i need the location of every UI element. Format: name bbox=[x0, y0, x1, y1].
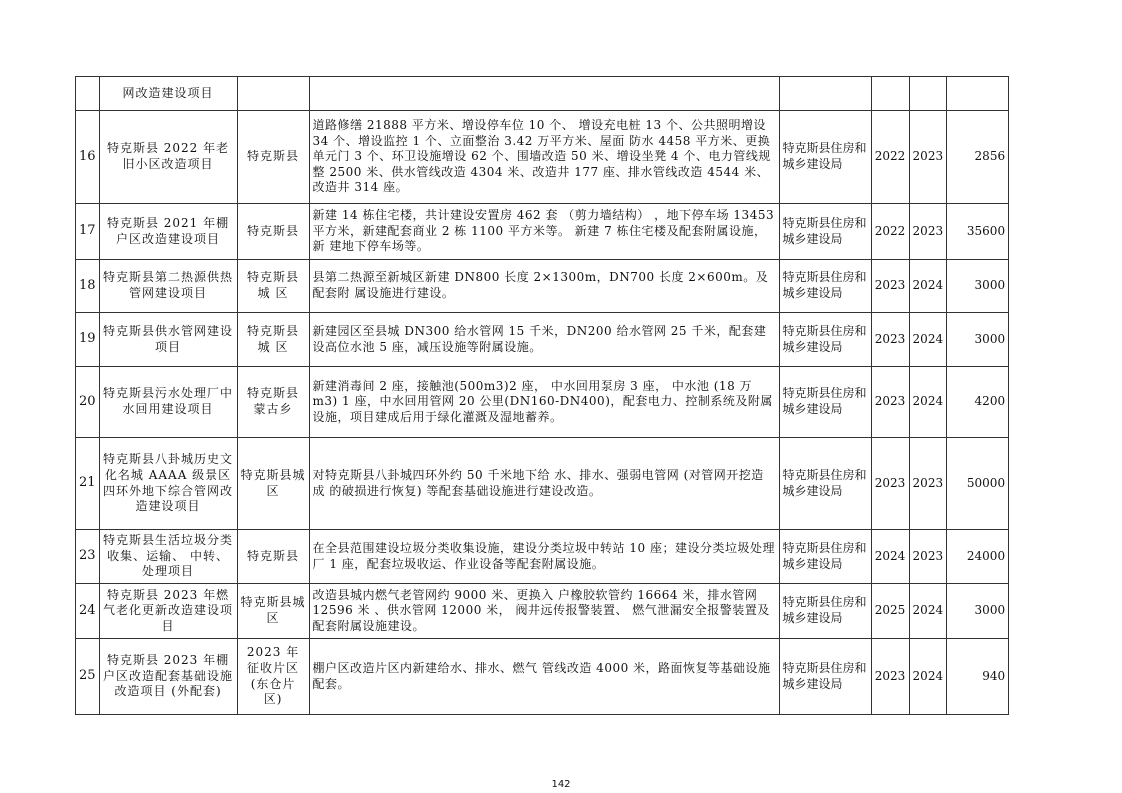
row-number: 20 bbox=[76, 367, 100, 438]
end-year: 2024 bbox=[909, 260, 947, 313]
investment-amount: 24000 bbox=[947, 530, 1009, 584]
project-location: 2023 年征收片区(东仓片 区) bbox=[237, 639, 309, 715]
end-year: 2023 bbox=[909, 438, 947, 530]
start-year bbox=[871, 77, 909, 111]
project-name: 特克斯县 2021 年棚户区改造建设项目 bbox=[99, 204, 237, 260]
project-content: 新建 14 栋住宅楼，共计建设安置房 462 套 （剪力墙结构） ，地下停车场 13453 平方米，新建配套商业 2 栋 1100 平方米等。 新建 7 栋住宅楼及配套附属设施，新 建地下停车场等。 bbox=[309, 204, 779, 260]
table-row bbox=[76, 438, 1009, 530]
end-year: 2023 bbox=[909, 204, 947, 260]
project-name: 网改造建设项目 bbox=[99, 77, 237, 111]
project-content: 新建园区至县城 DN300 给水管网 15 千米，DN200 给水管网 25 千米，配套建设高位水池 5 座，减压设施等附属设施。 bbox=[309, 313, 779, 367]
project-content: 县第二热源至新城区新建 DN800 长度 2×1300m，DN700 长度 2×600m。及配套附 属设施进行建设。 bbox=[309, 260, 779, 313]
investment-amount: 4200 bbox=[947, 367, 1009, 438]
responsible-unit: 特克斯县住房和城乡建设局 bbox=[779, 530, 871, 584]
row-number: 16 bbox=[76, 111, 100, 204]
row-number bbox=[76, 77, 100, 111]
project-location: 特克斯县 bbox=[237, 530, 309, 584]
table-row bbox=[76, 584, 1009, 639]
table-row bbox=[76, 204, 1009, 260]
row-number: 24 bbox=[76, 584, 100, 639]
start-year: 2025 bbox=[871, 584, 909, 639]
row-number: 21 bbox=[76, 438, 100, 530]
project-location: 特克斯县城区 bbox=[237, 584, 309, 639]
project-name: 特克斯县八卦城历史文化名城 AAAA 级景区四环外地下综合管网改造建设项目 bbox=[99, 438, 237, 530]
table-row bbox=[76, 367, 1009, 438]
project-location: 特克斯县 bbox=[237, 111, 309, 204]
start-year: 2023 bbox=[871, 367, 909, 438]
row-number: 17 bbox=[76, 204, 100, 260]
row-number: 25 bbox=[76, 639, 100, 715]
responsible-unit: 特克斯县住房和城乡建设局 bbox=[779, 438, 871, 530]
project-name: 特克斯县第二热源供热管网建设项目 bbox=[99, 260, 237, 313]
project-content: 道路修缮 21888 平方米、增设停车位 10 个、 增设充电桩 13 个、公共照明增设 34 个、增设监控 1 个、立面整治 3.42 万平方米、屋面 防水 4458 平方米、更换单元门 3 个、环卫设施增设 62 个、围墙改造 50 米、增设坐凳 4 个、电力管线规整 2500 米、供水管线改造 4304 米、改造井 177 座、排水管线改造 4544 米、改造井 314 座。 bbox=[309, 111, 779, 204]
responsible-unit: 特克斯县住房和城乡建设局 bbox=[779, 584, 871, 639]
investment-amount: 3000 bbox=[947, 260, 1009, 313]
investment-amount: 35600 bbox=[947, 204, 1009, 260]
table-row bbox=[76, 313, 1009, 367]
responsible-unit: 特克斯县住房和城乡建设局 bbox=[779, 111, 871, 204]
end-year: 2024 bbox=[909, 313, 947, 367]
project-name: 特克斯县 2022 年老旧小区改造项目 bbox=[99, 111, 237, 204]
table-row bbox=[76, 260, 1009, 313]
project-table bbox=[75, 76, 1009, 715]
row-number: 18 bbox=[76, 260, 100, 313]
investment-amount: 3000 bbox=[947, 584, 1009, 639]
project-name: 特克斯县生活垃圾分类收集、运输、 中转、处理项目 bbox=[99, 530, 237, 584]
start-year: 2024 bbox=[871, 530, 909, 584]
project-location: 特克斯县 bbox=[237, 204, 309, 260]
end-year: 2024 bbox=[909, 367, 947, 438]
table-row bbox=[76, 639, 1009, 715]
investment-amount: 2856 bbox=[947, 111, 1009, 204]
start-year: 2023 bbox=[871, 639, 909, 715]
end-year bbox=[909, 77, 947, 111]
investment-amount: 50000 bbox=[947, 438, 1009, 530]
start-year: 2023 bbox=[871, 260, 909, 313]
row-number: 19 bbox=[76, 313, 100, 367]
project-content: 对特克斯县八卦城四环外约 50 千米地下给 水、排水、强弱电管网 (对管网开挖造成 的破损进行恢复) 等配套基础设施进行建设改造。 bbox=[309, 438, 779, 530]
investment-amount: 3000 bbox=[947, 313, 1009, 367]
project-name: 特克斯县 2023 年燃气老化更新改造建设项目 bbox=[99, 584, 237, 639]
start-year: 2022 bbox=[871, 111, 909, 204]
table-row bbox=[76, 77, 1009, 111]
end-year: 2023 bbox=[909, 530, 947, 584]
responsible-unit: 特克斯县住房和城乡建设局 bbox=[779, 204, 871, 260]
project-content: 改造县城内燃气老管网约 9000 米、更换入 户橡胶软管约 16664 米，排水管网 12596 米 、供水管网 12000 米， 阀井远传报警装置、 燃气泄漏安全报警装置及配套附属设施建设。 bbox=[309, 584, 779, 639]
project-location: 特克斯县 城 区 bbox=[237, 313, 309, 367]
start-year: 2023 bbox=[871, 438, 909, 530]
responsible-unit bbox=[779, 77, 871, 111]
end-year: 2024 bbox=[909, 584, 947, 639]
project-location: 特克斯县 蒙古乡 bbox=[237, 367, 309, 438]
project-content: 在全县范围建设垃圾分类收集设施，建设分类垃圾中转站 10 座；建设分类垃圾处理厂 1 座，配套垃圾收运、作业设备等配套附属设施。 bbox=[309, 530, 779, 584]
project-location bbox=[237, 77, 309, 111]
investment-amount bbox=[947, 77, 1009, 111]
investment-amount: 940 bbox=[947, 639, 1009, 715]
start-year: 2023 bbox=[871, 313, 909, 367]
project-name: 特克斯县 2023 年棚户区改造配套基础设施改造项目 (外配套) bbox=[99, 639, 237, 715]
responsible-unit: 特克斯县住房和城乡建设局 bbox=[779, 367, 871, 438]
responsible-unit: 特克斯县住房和城乡建设局 bbox=[779, 639, 871, 715]
project-location: 特克斯县城区 bbox=[237, 438, 309, 530]
table-row bbox=[76, 111, 1009, 204]
project-name: 特克斯县供水管网建设项目 bbox=[99, 313, 237, 367]
page-number: 142 bbox=[551, 779, 571, 790]
responsible-unit: 特克斯县住房和城乡建设局 bbox=[779, 313, 871, 367]
project-name: 特克斯县污水处理厂中水回用建设项目 bbox=[99, 367, 237, 438]
responsible-unit: 特克斯县住房和城乡建设局 bbox=[779, 260, 871, 313]
end-year: 2023 bbox=[909, 111, 947, 204]
project-content: 棚户区改造片区内新建给水、排水、燃气 管线改造 4000 米，路面恢复等基础设施配套。 bbox=[309, 639, 779, 715]
project-content bbox=[309, 77, 779, 111]
end-year: 2024 bbox=[909, 639, 947, 715]
start-year: 2022 bbox=[871, 204, 909, 260]
project-content: 新建消毒间 2 座，接触池(500m3)2 座， 中水回用泵房 3 座， 中水池 (18 万 m3) 1 座，中水回用管网 20 公里(DN160-DN400)，配套电力、控制系统及附属设施，项目建成后用于绿化灌溉及湿地蓄养。 bbox=[309, 367, 779, 438]
table-row bbox=[76, 530, 1009, 584]
row-number: 23 bbox=[76, 530, 100, 584]
project-location: 特克斯县 城 区 bbox=[237, 260, 309, 313]
